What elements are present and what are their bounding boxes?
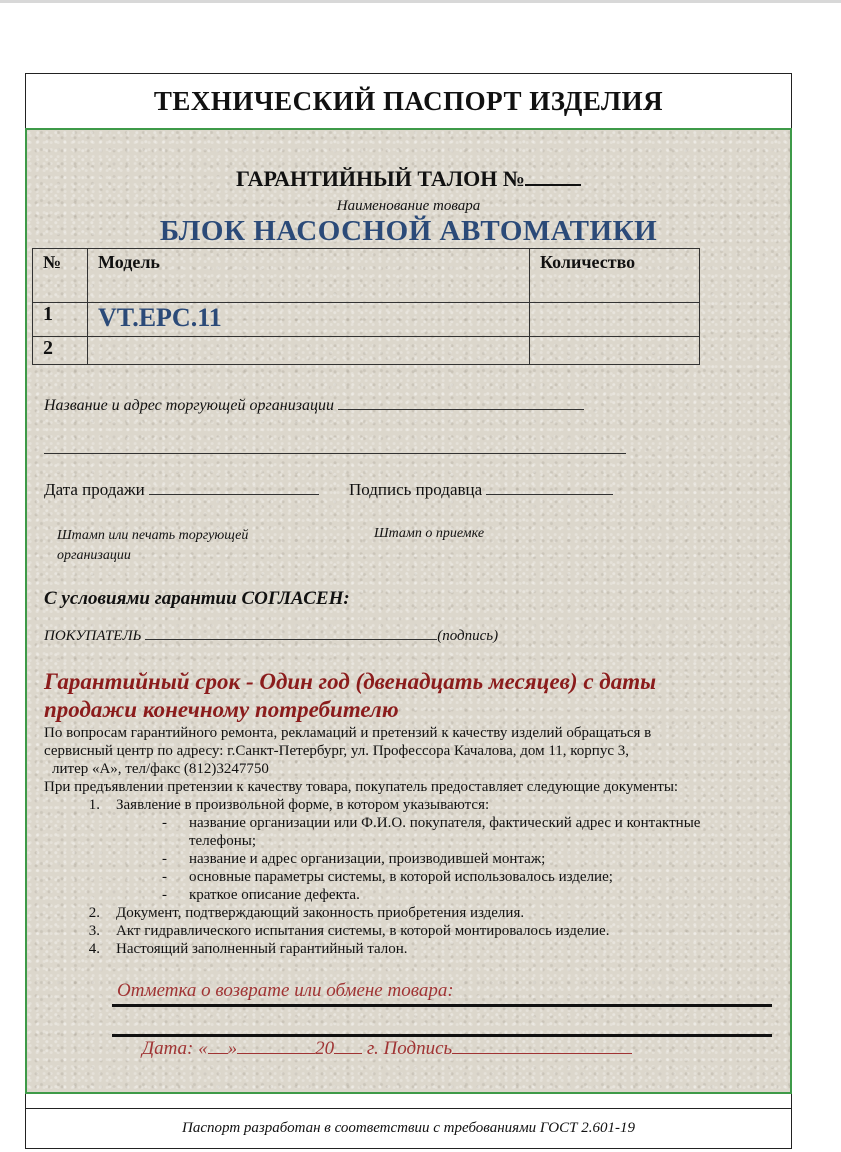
- list-item: 4. Настоящий заполненный гарантийный талон.: [88, 941, 408, 957]
- items-table: [32, 248, 700, 365]
- top-separator: [0, 0, 841, 3]
- seller-sign-line: [486, 494, 613, 495]
- buyer-label: ПОКУПАТЕЛЬ: [44, 628, 142, 644]
- sale-date-line: [149, 494, 319, 495]
- table-row: [33, 303, 700, 337]
- list-item: - название организации или Ф.И.О. покупателя, фактический адрес и контактные: [162, 815, 701, 831]
- month-line: [237, 1053, 315, 1054]
- warranty-terms: [44, 724, 774, 958]
- list-item: телефоны;: [189, 833, 257, 849]
- org-field: [44, 397, 584, 415]
- talon-title-text: ГАРАНТИЙНЫЙ ТАЛОН №: [235, 166, 526, 191]
- acceptance-stamp-label: Штамп о приемке: [374, 526, 485, 541]
- list-item: 1. Заявление в произвольной форме, в котором указываются:: [88, 797, 490, 813]
- page-title: ТЕХНИЧЕСКИЙ ПАСПОРТ ИЗДЕЛИЯ: [26, 74, 791, 129]
- contact-line: По вопросам гарантийного ремонта, рекламаций и претензий к качеству изделий обращаться в: [44, 725, 652, 741]
- col-model-header: Модель: [88, 249, 530, 303]
- product-name: БЛОК НАСОСНОЙ АВТОМАТИКИ: [159, 215, 658, 247]
- row-num: 1: [33, 303, 88, 337]
- org-input-line-2: [44, 453, 626, 454]
- buyer-sign-caption: (подпись): [437, 628, 499, 644]
- year-line: [334, 1053, 362, 1054]
- day-line: [208, 1053, 228, 1054]
- sale-date-field: [44, 480, 319, 500]
- row-num: 2: [33, 337, 88, 365]
- documents-list: [44, 796, 774, 958]
- row-qty: [530, 303, 700, 337]
- warranty-period: Гарантийный срок - Один год (двенадцать месяцев) с даты продажи конечному потребителю: [44, 669, 657, 722]
- product-caption: Наименование товара: [336, 198, 481, 214]
- buyer-sign-line: [145, 639, 437, 640]
- org-label: Название и адрес торгующей организации: [44, 397, 334, 414]
- footer-note: Паспорт разработан в соответствии с требованиями ГОСТ 2.601-19: [26, 1108, 791, 1148]
- return-mark-line-2: [112, 1034, 772, 1037]
- return-date-signature: Дата: « » 20 г. Подпись: [142, 1038, 632, 1060]
- warranty-card: [25, 128, 792, 1094]
- list-item: - основные параметры системы, в которой использовалось изделие;: [162, 869, 613, 885]
- seller-stamp-label: Штамп или печать торгующей организации: [57, 528, 249, 563]
- row-model: [88, 337, 530, 365]
- talon-number-field: [525, 168, 581, 186]
- list-item: - краткое описание дефекта.: [162, 887, 360, 903]
- org-input-line: [338, 409, 584, 410]
- return-mark-line: [112, 1004, 772, 1007]
- claims-intro: При предъявлении претензии к качеству товара, покупатель предоставляет следующие документы:: [44, 779, 679, 795]
- table-row: [33, 337, 700, 365]
- col-qty-header: Количество: [530, 249, 700, 303]
- list-item: - название и адрес организации, производившей монтаж;: [162, 851, 546, 867]
- list-item: 3. Акт гидравлического испытания системы, в которой монтировалось изделие.: [88, 923, 610, 939]
- contact-line: сервисный центр по адресу: г.Санкт-Петербург, ул. Профессора Качалова, дом 11, корпус 3,: [44, 743, 629, 759]
- return-mark-label: Отметка о возврате или обмене товара:: [117, 980, 454, 1001]
- buyer-field: [44, 628, 498, 645]
- contact-line: литер «А», тел/факс (812)3247750: [52, 761, 269, 777]
- row-qty: [530, 337, 700, 365]
- row-model: VT.EPC.11: [88, 303, 530, 337]
- seller-sign-field: [349, 480, 613, 500]
- sale-date-label: Дата продажи: [44, 480, 145, 499]
- table-header-row: [33, 249, 700, 303]
- signature-line: [452, 1053, 632, 1054]
- list-item: 2. Документ, подтверждающий законность приобретения изделия.: [88, 905, 525, 921]
- col-num-header: №: [33, 249, 88, 303]
- seller-sign-label: Подпись продавца: [349, 480, 483, 499]
- agree-heading: С условиями гарантии СОГЛАСЕН:: [44, 588, 350, 609]
- talon-title: [27, 166, 790, 192]
